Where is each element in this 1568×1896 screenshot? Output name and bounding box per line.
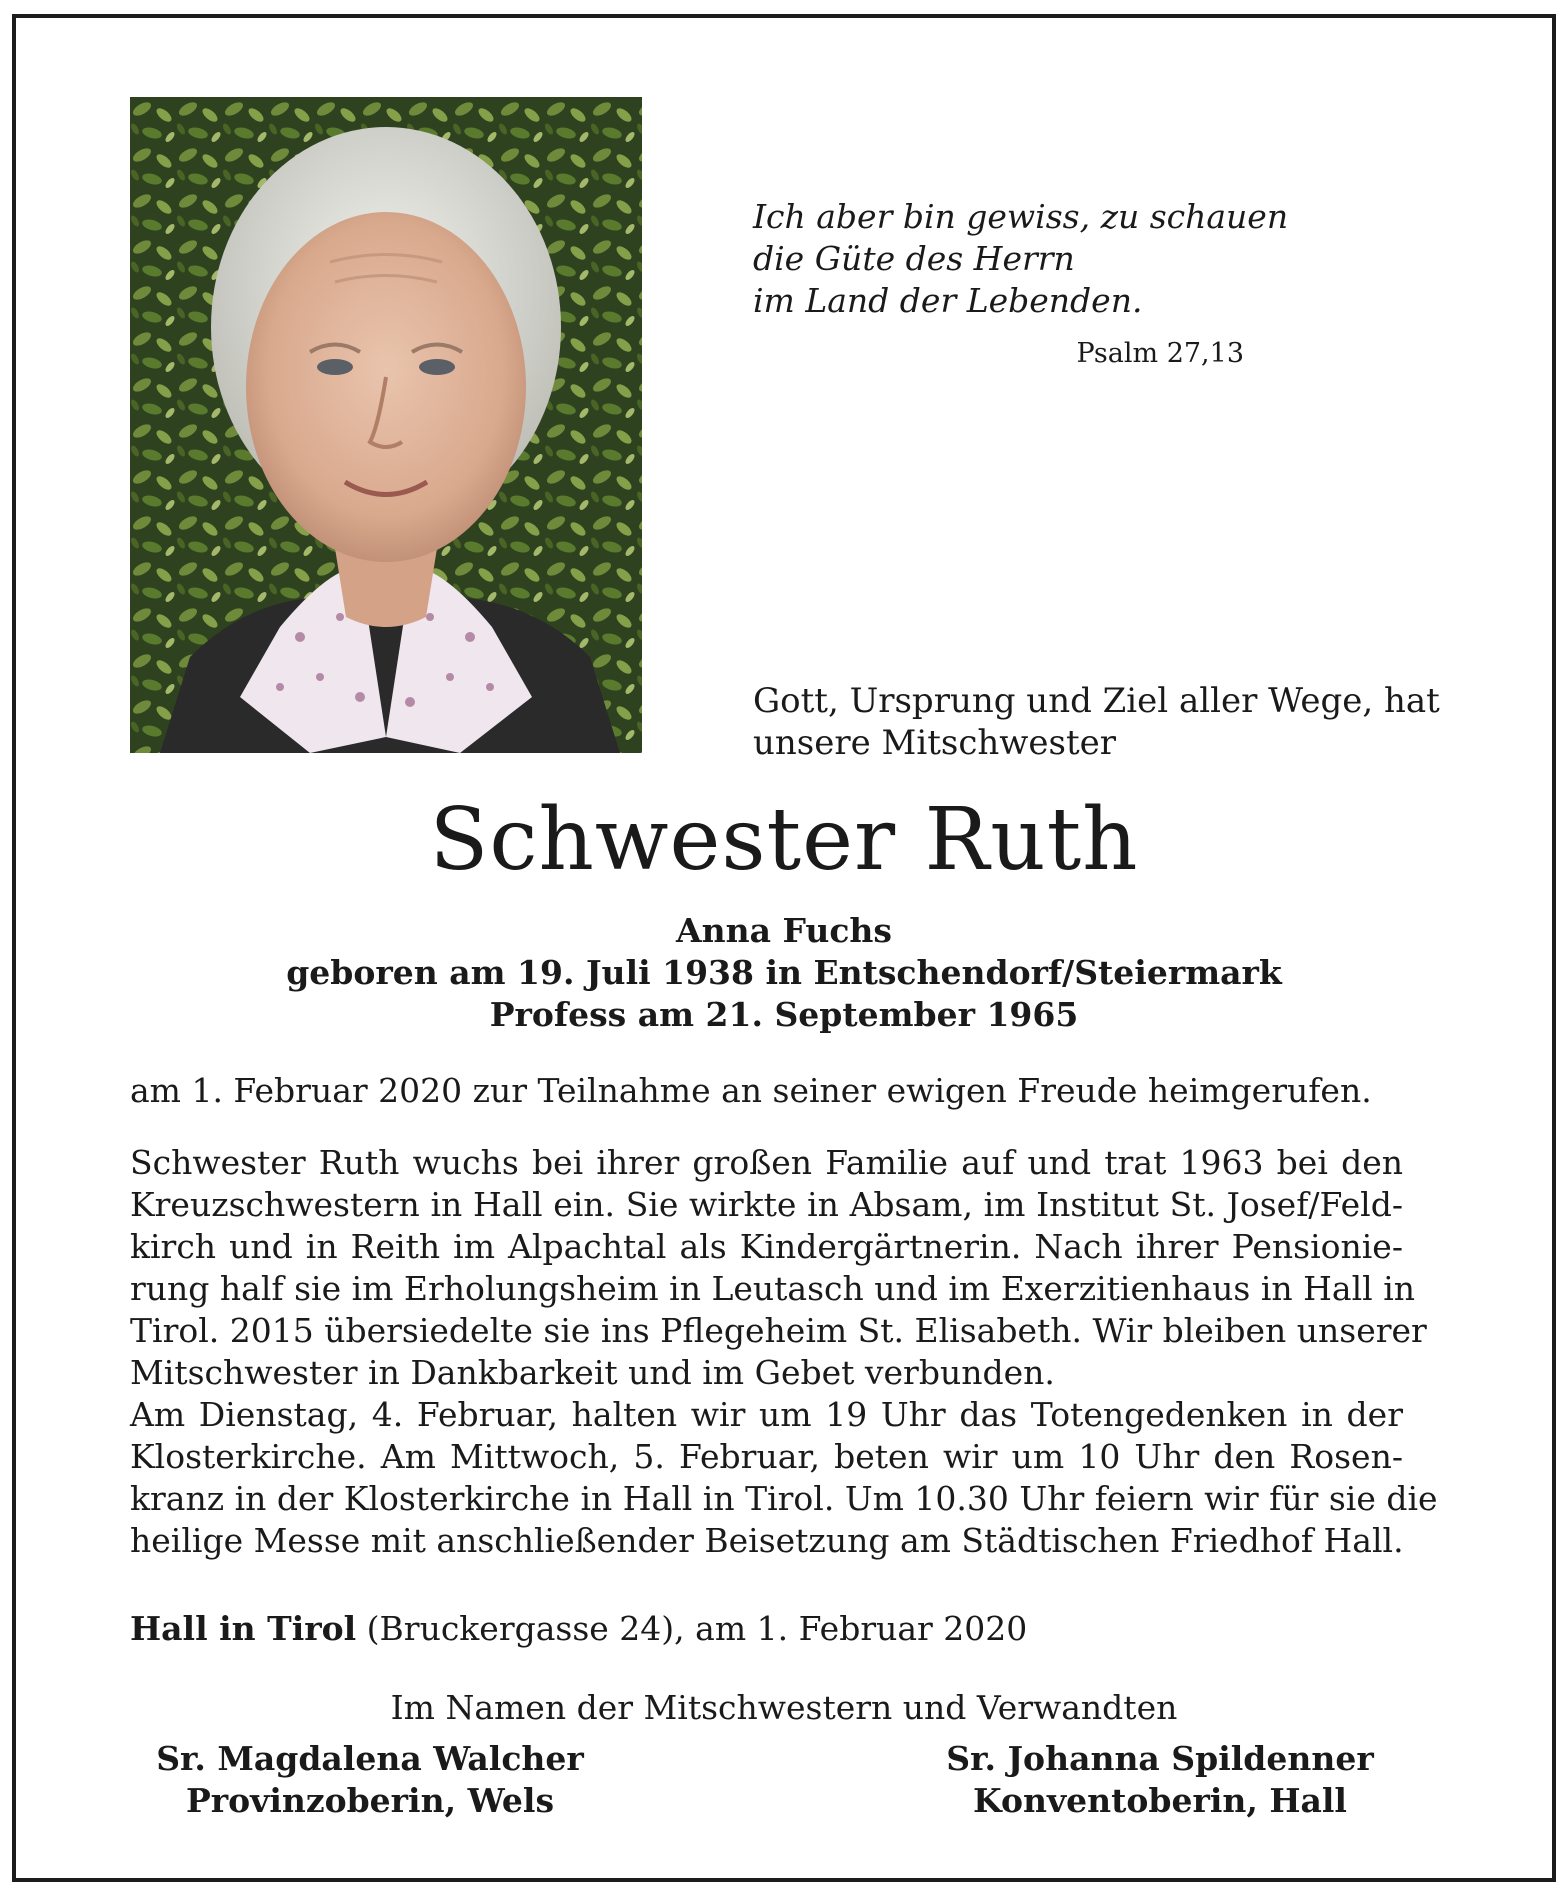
body-line: Mitschwester in Dankbarkeit und im Gebet verbunden. bbox=[130, 1353, 1055, 1392]
body-line: Tirol. 2015 übersiedelte sie ins Pflegeheim St. Elisabeth. Wir bleiben unserer bbox=[130, 1311, 1427, 1350]
obituary-body bbox=[130, 1142, 1438, 1562]
body-line: kirch und in Reith im Alpachtal als Kindergärtnerin. Nach ihrer Pensionie- bbox=[130, 1227, 1403, 1266]
death-announcement: am 1. Februar 2020 zur Teilnahme an seiner ewigen Freude heimgerufen. bbox=[130, 1071, 1372, 1110]
place-city: Hall in Tirol bbox=[130, 1609, 357, 1648]
birth-info: geboren am 19. Juli 1938 in Entschendorf/Steiermark bbox=[286, 953, 1282, 992]
body-line: Klosterkirche. Am Mittwoch, 5. Februar, beten wir um 10 Uhr den Rosen- bbox=[130, 1437, 1403, 1476]
place-address: (Bruckergasse 24), am 1. Februar 2020 bbox=[366, 1609, 1028, 1648]
signer-name: Sr. Magdalena Walcher bbox=[156, 1739, 584, 1778]
place-date bbox=[130, 1608, 1027, 1650]
quote-line: im Land der Lebenden. bbox=[753, 281, 1143, 320]
quote-line: Ich aber bin gewiss, zu schauen bbox=[753, 197, 1289, 236]
psalm-quote bbox=[753, 196, 1288, 322]
quote-line: die Güte des Herrn bbox=[753, 239, 1075, 278]
profession-info: Profess am 21. September 1965 bbox=[489, 995, 1079, 1034]
on-behalf-line: Im Namen der Mitschwestern und Verwandten bbox=[390, 1688, 1178, 1727]
body-line: Am Dienstag, 4. Februar, halten wir um 19 Uhr das Totengedenken in der bbox=[130, 1395, 1403, 1434]
body-line: heilige Messe mit anschließender Beisetzung am Städtischen Friedhof Hall. bbox=[130, 1521, 1404, 1560]
psalm-reference: Psalm 27,13 bbox=[1076, 338, 1244, 369]
deceased-title: Schwester Ruth bbox=[429, 790, 1139, 890]
signer-left bbox=[150, 1738, 590, 1822]
intro-line: unsere Mitschwester bbox=[753, 723, 1116, 763]
signer-role: Provinzoberin, Wels bbox=[185, 1781, 555, 1820]
deceased-details bbox=[0, 910, 1568, 1036]
portrait-photo bbox=[130, 97, 642, 753]
intro-line: Gott, Ursprung und Ziel aller Wege, hat bbox=[753, 681, 1440, 721]
civil-name: Anna Fuchs bbox=[676, 911, 892, 950]
body-line: Schwester Ruth wuchs bei ihrer großen Familie auf und trat 1963 bei den bbox=[130, 1143, 1403, 1182]
signer-name: Sr. Johanna Spildenner bbox=[946, 1739, 1374, 1778]
signer-right bbox=[930, 1738, 1390, 1822]
body-line: kranz in der Klosterkirche in Hall in Tirol. Um 10.30 Uhr feiern wir für sie die bbox=[130, 1479, 1438, 1518]
body-line: Kreuzschwestern in Hall ein. Sie wirkte in Absam, im Institut St. Josef/Feld- bbox=[130, 1185, 1403, 1224]
signer-role: Konventoberin, Hall bbox=[973, 1781, 1347, 1820]
body-line: rung half sie im Erholungsheim in Leutasch und im Exerzitienhaus in Hall in bbox=[130, 1269, 1416, 1308]
intro-text bbox=[753, 680, 1440, 764]
